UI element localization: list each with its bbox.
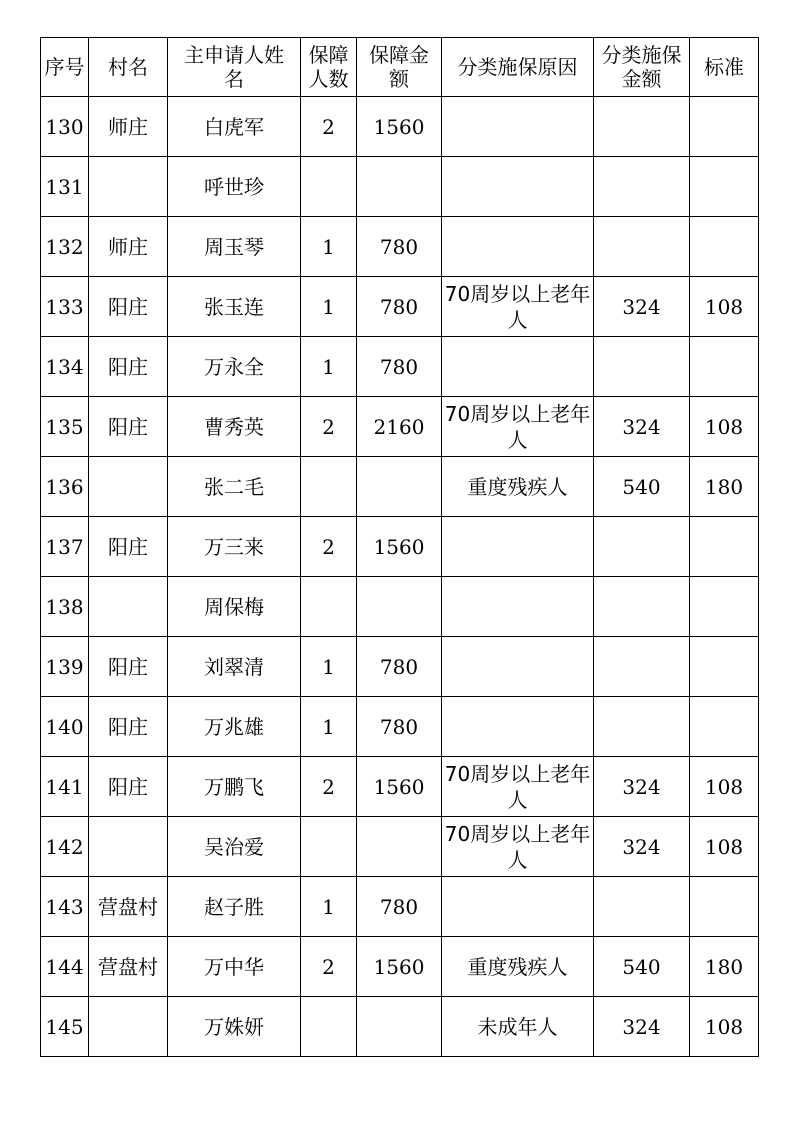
cell-standard bbox=[690, 577, 759, 637]
cell-reason: 70周岁以上老年人 bbox=[442, 817, 594, 877]
cell-amount: 1560 bbox=[357, 517, 442, 577]
table-row bbox=[41, 697, 759, 757]
table-row bbox=[41, 757, 759, 817]
cell-reason bbox=[442, 337, 594, 397]
cell-reason bbox=[442, 637, 594, 697]
cell-class-amount bbox=[594, 217, 690, 277]
cell-village: 阳庄 bbox=[89, 637, 168, 697]
cell-class-amount bbox=[594, 97, 690, 157]
table-row bbox=[41, 337, 759, 397]
cell-class-amount bbox=[594, 157, 690, 217]
cell-class-amount bbox=[594, 877, 690, 937]
cell-reason: 重度残疾人 bbox=[442, 937, 594, 997]
cell-seq: 135 bbox=[41, 397, 89, 457]
cell-class-amount bbox=[594, 337, 690, 397]
cell-standard bbox=[690, 157, 759, 217]
cell-applicant: 刘翠清 bbox=[168, 637, 301, 697]
cell-persons bbox=[301, 817, 357, 877]
cell-seq: 143 bbox=[41, 877, 89, 937]
cell-standard: 108 bbox=[690, 397, 759, 457]
cell-applicant: 周保梅 bbox=[168, 577, 301, 637]
cell-applicant: 白虎军 bbox=[168, 97, 301, 157]
cell-amount: 780 bbox=[357, 877, 442, 937]
cell-amount: 1560 bbox=[357, 937, 442, 997]
cell-seq: 138 bbox=[41, 577, 89, 637]
cell-seq: 131 bbox=[41, 157, 89, 217]
cell-class-amount bbox=[594, 697, 690, 757]
cell-seq: 142 bbox=[41, 817, 89, 877]
header-seq: 序号 bbox=[41, 38, 89, 97]
cell-reason bbox=[442, 577, 594, 637]
cell-amount: 780 bbox=[357, 637, 442, 697]
cell-reason bbox=[442, 97, 594, 157]
cell-seq: 130 bbox=[41, 97, 89, 157]
cell-village: 阳庄 bbox=[89, 277, 168, 337]
cell-reason bbox=[442, 877, 594, 937]
cell-standard: 108 bbox=[690, 277, 759, 337]
cell-class-amount: 324 bbox=[594, 277, 690, 337]
cell-village: 阳庄 bbox=[89, 397, 168, 457]
cell-applicant: 万姝妍 bbox=[168, 997, 301, 1057]
header-village: 村名 bbox=[89, 38, 168, 97]
cell-village bbox=[89, 997, 168, 1057]
table-row bbox=[41, 157, 759, 217]
cell-seq: 139 bbox=[41, 637, 89, 697]
cell-village bbox=[89, 577, 168, 637]
table-row bbox=[41, 397, 759, 457]
cell-village bbox=[89, 457, 168, 517]
table-row bbox=[41, 217, 759, 277]
cell-seq: 144 bbox=[41, 937, 89, 997]
cell-standard: 180 bbox=[690, 937, 759, 997]
cell-persons bbox=[301, 577, 357, 637]
cell-persons bbox=[301, 997, 357, 1057]
cell-persons: 1 bbox=[301, 277, 357, 337]
cell-amount: 780 bbox=[357, 217, 442, 277]
cell-reason: 70周岁以上老年人 bbox=[442, 757, 594, 817]
cell-amount: 780 bbox=[357, 337, 442, 397]
cell-applicant: 曹秀英 bbox=[168, 397, 301, 457]
cell-standard bbox=[690, 337, 759, 397]
table-row bbox=[41, 577, 759, 637]
table-row bbox=[41, 97, 759, 157]
cell-amount: 780 bbox=[357, 697, 442, 757]
cell-class-amount: 324 bbox=[594, 757, 690, 817]
cell-seq: 133 bbox=[41, 277, 89, 337]
cell-applicant: 张二毛 bbox=[168, 457, 301, 517]
cell-village bbox=[89, 157, 168, 217]
cell-reason: 未成年人 bbox=[442, 997, 594, 1057]
cell-persons: 1 bbox=[301, 637, 357, 697]
cell-village: 师庄 bbox=[89, 97, 168, 157]
cell-applicant: 万三来 bbox=[168, 517, 301, 577]
cell-persons bbox=[301, 157, 357, 217]
table-row bbox=[41, 937, 759, 997]
header-persons: 保障人数 bbox=[301, 38, 357, 97]
subsidy-table bbox=[40, 37, 759, 1057]
cell-amount: 1560 bbox=[357, 97, 442, 157]
cell-amount bbox=[357, 817, 442, 877]
cell-standard bbox=[690, 637, 759, 697]
cell-seq: 141 bbox=[41, 757, 89, 817]
table-row bbox=[41, 817, 759, 877]
cell-class-amount: 324 bbox=[594, 997, 690, 1057]
cell-standard: 108 bbox=[690, 757, 759, 817]
table-row bbox=[41, 457, 759, 517]
table-row bbox=[41, 877, 759, 937]
header-standard: 标准 bbox=[690, 38, 759, 97]
header-amount: 保障金额 bbox=[357, 38, 442, 97]
cell-class-amount bbox=[594, 517, 690, 577]
cell-standard: 108 bbox=[690, 817, 759, 877]
cell-standard: 180 bbox=[690, 457, 759, 517]
cell-applicant: 张玉连 bbox=[168, 277, 301, 337]
cell-reason: 重度残疾人 bbox=[442, 457, 594, 517]
cell-standard bbox=[690, 217, 759, 277]
cell-amount: 1560 bbox=[357, 757, 442, 817]
cell-amount bbox=[357, 457, 442, 517]
cell-village: 营盘村 bbox=[89, 877, 168, 937]
cell-applicant: 吴治爱 bbox=[168, 817, 301, 877]
cell-village bbox=[89, 817, 168, 877]
cell-amount: 780 bbox=[357, 277, 442, 337]
cell-persons: 1 bbox=[301, 337, 357, 397]
table-row bbox=[41, 277, 759, 337]
cell-persons: 1 bbox=[301, 877, 357, 937]
header-applicant: 主申请人姓名 bbox=[168, 38, 301, 97]
cell-standard bbox=[690, 97, 759, 157]
cell-standard bbox=[690, 517, 759, 577]
table-row bbox=[41, 637, 759, 697]
cell-village: 阳庄 bbox=[89, 337, 168, 397]
cell-seq: 145 bbox=[41, 997, 89, 1057]
header-reason: 分类施保原因 bbox=[442, 38, 594, 97]
cell-persons: 2 bbox=[301, 937, 357, 997]
cell-class-amount: 540 bbox=[594, 457, 690, 517]
header-class-amount: 分类施保金额 bbox=[594, 38, 690, 97]
header-row bbox=[41, 38, 759, 97]
cell-persons: 2 bbox=[301, 397, 357, 457]
cell-amount bbox=[357, 997, 442, 1057]
cell-persons bbox=[301, 457, 357, 517]
cell-reason bbox=[442, 217, 594, 277]
cell-seq: 132 bbox=[41, 217, 89, 277]
cell-applicant: 万鹏飞 bbox=[168, 757, 301, 817]
cell-class-amount: 324 bbox=[594, 397, 690, 457]
cell-village: 师庄 bbox=[89, 217, 168, 277]
cell-standard: 108 bbox=[690, 997, 759, 1057]
cell-village: 阳庄 bbox=[89, 697, 168, 757]
table-body bbox=[41, 97, 759, 1057]
cell-applicant: 赵子胜 bbox=[168, 877, 301, 937]
cell-persons: 2 bbox=[301, 97, 357, 157]
cell-persons: 2 bbox=[301, 517, 357, 577]
cell-applicant: 万兆雄 bbox=[168, 697, 301, 757]
cell-seq: 137 bbox=[41, 517, 89, 577]
cell-standard bbox=[690, 877, 759, 937]
cell-standard bbox=[690, 697, 759, 757]
table-row bbox=[41, 517, 759, 577]
cell-reason: 70周岁以上老年人 bbox=[442, 277, 594, 337]
cell-persons: 1 bbox=[301, 217, 357, 277]
cell-applicant: 呼世珍 bbox=[168, 157, 301, 217]
cell-village: 阳庄 bbox=[89, 757, 168, 817]
cell-amount: 2160 bbox=[357, 397, 442, 457]
cell-village: 营盘村 bbox=[89, 937, 168, 997]
cell-class-amount bbox=[594, 637, 690, 697]
cell-class-amount bbox=[594, 577, 690, 637]
cell-applicant: 周玉琴 bbox=[168, 217, 301, 277]
cell-reason: 70周岁以上老年人 bbox=[442, 397, 594, 457]
cell-persons: 2 bbox=[301, 757, 357, 817]
cell-village: 阳庄 bbox=[89, 517, 168, 577]
cell-applicant: 万永全 bbox=[168, 337, 301, 397]
cell-class-amount: 540 bbox=[594, 937, 690, 997]
cell-seq: 140 bbox=[41, 697, 89, 757]
table-row bbox=[41, 997, 759, 1057]
cell-amount bbox=[357, 157, 442, 217]
cell-applicant: 万中华 bbox=[168, 937, 301, 997]
cell-class-amount: 324 bbox=[594, 817, 690, 877]
cell-persons: 1 bbox=[301, 697, 357, 757]
cell-seq: 134 bbox=[41, 337, 89, 397]
cell-seq: 136 bbox=[41, 457, 89, 517]
cell-reason bbox=[442, 517, 594, 577]
cell-reason bbox=[442, 697, 594, 757]
cell-reason bbox=[442, 157, 594, 217]
cell-amount bbox=[357, 577, 442, 637]
